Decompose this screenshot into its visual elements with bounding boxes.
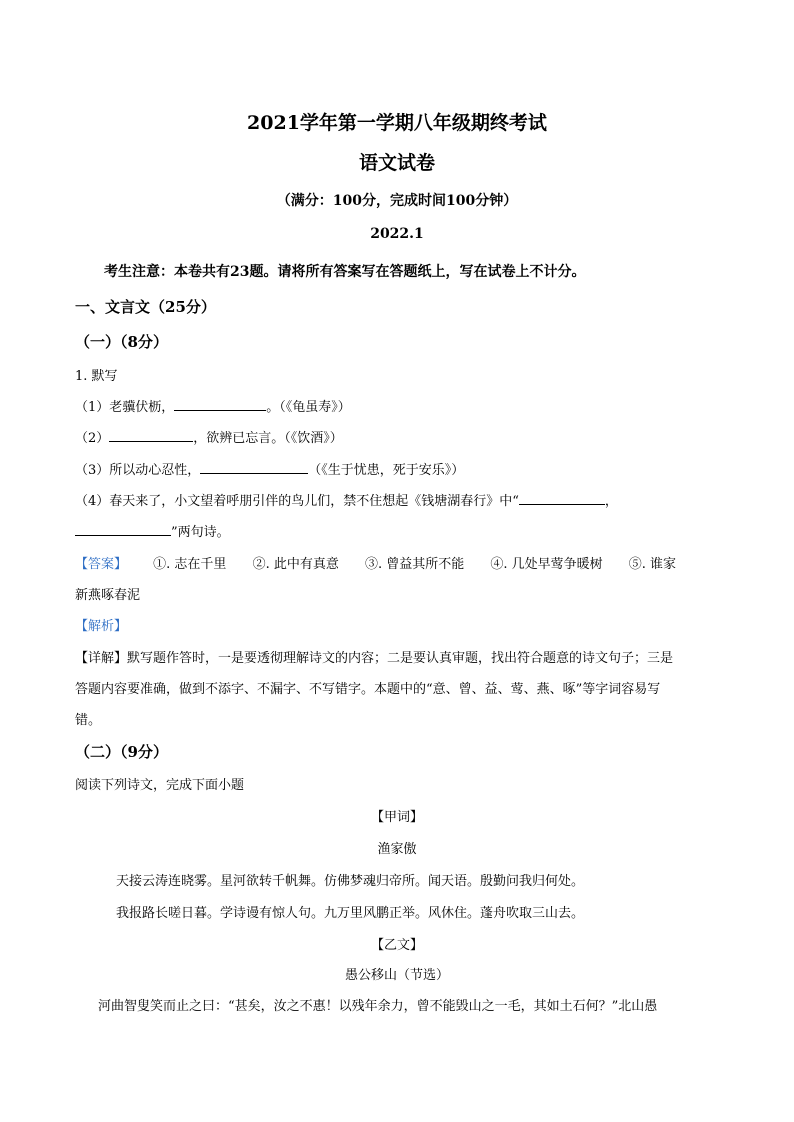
prose-line-1: 河曲智叟笑而止之曰：“甚矣，汝之不惠！以残年余力，曾不能毁山之一毛，其如土石何？”北山愚 bbox=[98, 999, 658, 1014]
analysis-tag: 【解析】 bbox=[75, 619, 128, 634]
item-comma: ， bbox=[604, 494, 618, 509]
answer-blank bbox=[174, 396, 266, 411]
candidate-notice: 考生注意：本卷共有23题。请将所有答案写在答题纸上，写在试卷上不计分。 bbox=[104, 264, 586, 280]
dictation-item-4 bbox=[75, 490, 618, 509]
yi-tag: 【乙文】 bbox=[370, 938, 423, 953]
item-source: 。（《龟虽寿》） bbox=[266, 400, 351, 415]
part-heading: （一）（8分） bbox=[75, 333, 168, 351]
item-source: ，欲辨已忘言。（《饮酒》） bbox=[193, 431, 343, 446]
item-text: （1）老骥伏枥， bbox=[75, 400, 175, 415]
item-source: ”两句诗。 bbox=[171, 525, 230, 540]
part-heading-2: （二）（9分） bbox=[75, 743, 168, 761]
item-text: （4）春天来了，小文望着呼朋引伴的鸟儿们，禁不住想起《钱塘湖春行》中“ bbox=[75, 494, 519, 509]
dictation-item-3 bbox=[75, 459, 464, 478]
detail-line-1: 【详解】默写题作答时，一是要透彻理解诗文的内容；二是要认真审题，找出符合题意的诗文句子；三是 bbox=[75, 651, 674, 666]
jia-tag: 【甲词】 bbox=[370, 810, 423, 825]
reading-instruction: 阅读下列诗文，完成下面小题 bbox=[75, 778, 245, 793]
poem-title: 渔家傲 bbox=[377, 842, 417, 857]
answer-continuation: 新燕啄春泥 bbox=[75, 588, 141, 603]
dictation-item-4-cont bbox=[75, 521, 230, 540]
answer-blank bbox=[75, 521, 171, 536]
answer-5: ⑤. 谁家 bbox=[628, 557, 677, 572]
answer-blank bbox=[200, 459, 308, 474]
answer-tag: 【答案】 bbox=[75, 557, 128, 572]
question-title: 1. 默写 bbox=[75, 369, 118, 384]
item-source: （《生于忧患，死于安乐》） bbox=[308, 463, 465, 478]
exam-title: 2021学年第一学期八年级期终考试 bbox=[247, 112, 547, 134]
prose-title: 愚公移山（节选） bbox=[344, 968, 449, 983]
item-text: （3）所以动心忍性， bbox=[75, 463, 201, 478]
answer-blank bbox=[519, 490, 605, 505]
answer-1: ①. 志在千里 bbox=[153, 557, 227, 572]
item-text: （2） bbox=[75, 431, 110, 446]
dictation-item-1 bbox=[75, 396, 351, 415]
dictation-item-2 bbox=[75, 427, 343, 446]
answer-4: ④. 几处早莺争暖树 bbox=[490, 557, 603, 572]
exam-date: 2022.1 bbox=[370, 226, 424, 242]
answer-2: ②. 此中有真意 bbox=[252, 557, 339, 572]
answer-3: ③. 曾益其所不能 bbox=[364, 557, 465, 572]
score-time-note: （满分：100分，完成时间100分钟） bbox=[276, 193, 518, 209]
answer-line bbox=[75, 553, 698, 572]
poem-line-1: 天接云涛连晓雾。星河欲转千帆舞。仿佛梦魂归帝所。闻天语。殷勤问我归何处。 bbox=[116, 874, 585, 889]
poem-line-2: 我报路长嗟日暮。学诗谩有惊人句。九万里风鹏正举。风休住。蓬舟吹取三山去。 bbox=[116, 906, 585, 921]
exam-subtitle: 语文试卷 bbox=[358, 152, 435, 174]
detail-line-2: 答题内容要准确，做到不添字、不漏字、不写错字。本题中的“意、曾、益、莺、燕、啄”等字词容易写 bbox=[75, 682, 661, 697]
answer-blank bbox=[109, 427, 193, 442]
section-heading: 一、文言文（25分） bbox=[75, 298, 216, 316]
detail-line-3: 错。 bbox=[75, 713, 102, 728]
